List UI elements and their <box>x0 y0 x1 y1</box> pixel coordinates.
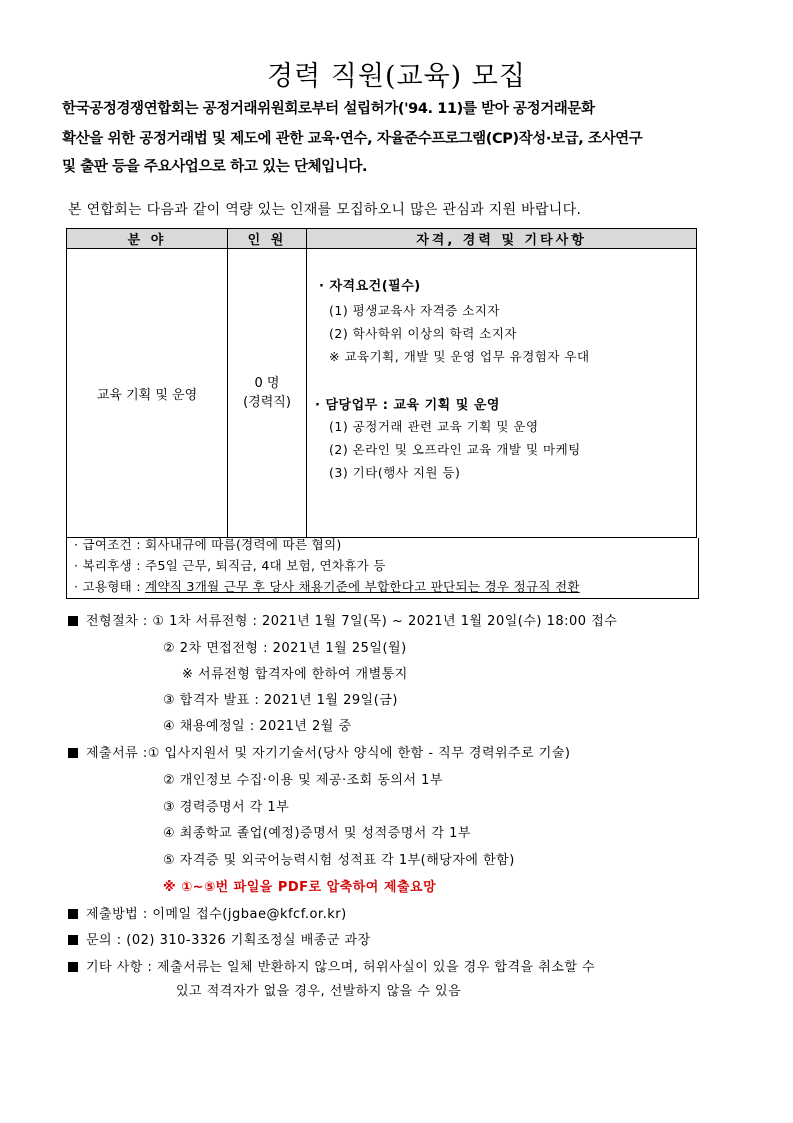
etc-section <box>68 956 595 975</box>
salary-condition: · 급여조건 : 회사내규에 따름(경력에 따른 협의) <box>74 537 342 552</box>
page-title: 경력 직원(교육) 모집 <box>267 61 526 92</box>
process-step: ① 1차 서류전형 : 2021년 1월 7일(목) ~ 2021년 1월 20일(수) 18:00 접수 <box>152 614 618 629</box>
header-count: 인 원 <box>228 229 307 249</box>
document-item: ① 입사지원서 및 자기기술서(당사 양식에 한함 - 직무 경력위주로 기술) <box>147 746 571 761</box>
headcount: 0 명 <box>254 376 280 391</box>
square-bullet-icon <box>68 748 78 758</box>
documents-label: 제출서류 : <box>86 746 148 761</box>
qual-item: (1) 평생교육사 자격증 소지자 <box>329 303 500 318</box>
document-item: ④ 최종학교 졸업(예정)증명서 및 성적증명서 각 1부 <box>163 826 471 841</box>
intro-line-1: 한국공정경쟁연합회는 공정거래위원회로부터 설립허가('94. 11)를 받아 공정거래문화 <box>62 101 595 117</box>
qual-note: ※ 교육기획, 개발 및 운영 업무 유경험자 우대 <box>329 349 590 364</box>
duty-item: (3) 기타(행사 지원 등) <box>329 465 461 480</box>
count-cell <box>228 249 307 538</box>
qualifications-cell <box>307 249 697 538</box>
contact-info: 문의 : (02) 310-3326 기획조정실 배종군 과장 <box>86 933 371 948</box>
qual-title: · 자격요건(필수) <box>319 279 421 294</box>
welfare-condition: · 복리후생 : 주5일 근무, 퇴직금, 4대 보험, 연차휴가 등 <box>74 558 386 573</box>
process-section <box>68 610 617 629</box>
notice-text: 본 연합회는 다음과 같이 역량 있는 인재를 모집하오니 많은 관심과 지원 바랍니다. <box>68 202 582 218</box>
headcount-type: (경력직) <box>243 395 291 410</box>
documents-pdf-note: ※ ①~⑤번 파일을 PDF로 압축하여 제출요망 <box>163 880 437 895</box>
process-step: ③ 합격자 발표 : 2021년 1월 29일(금) <box>163 693 398 708</box>
square-bullet-icon <box>68 935 78 945</box>
field-name: 교육 기획 및 운영 <box>96 387 198 403</box>
etc-line-2: 있고 적격자가 없을 경우, 선발하지 않을 수 있음 <box>176 984 462 999</box>
submission-method: 제출방법 : 이메일 접수(jgbae@kfcf.or.kr) <box>86 907 347 922</box>
duty-item: (2) 온라인 및 오프라인 교육 개발 및 마케팅 <box>329 442 581 457</box>
employment-label: · 고용형태 : <box>74 579 146 594</box>
header-qualifications: 자격, 경력 및 기타사항 <box>307 229 697 249</box>
square-bullet-icon <box>68 616 78 626</box>
document-item: ③ 경력증명서 각 1부 <box>163 800 290 815</box>
field-cell <box>67 249 228 538</box>
duty-title: · 담당업무 : 교육 기획 및 운영 <box>315 398 500 413</box>
documents-section <box>68 742 571 761</box>
intro-line-3: 및 출판 등을 주요사업으로 하고 있는 단체입니다. <box>62 159 368 175</box>
square-bullet-icon <box>68 962 78 972</box>
process-step: ④ 채용예정일 : 2021년 2월 중 <box>163 719 352 734</box>
etc-line-1: 제출서류는 일체 반환하지 않으며, 허위사실이 있을 경우 합격을 취소할 수 <box>157 960 596 975</box>
duty-item: (1) 공정거래 관련 교육 기획 및 운영 <box>329 419 539 434</box>
employment-condition <box>74 577 580 595</box>
conditions-box <box>66 538 699 599</box>
document-item: ⑤ 자격증 및 외국어능력시험 성적표 각 1부(해당자에 한함) <box>163 853 515 868</box>
process-note: ※ 서류전형 합격자에 한하여 개별통지 <box>182 667 408 682</box>
process-label: 전형절차 : <box>86 614 153 629</box>
header-field: 분 야 <box>67 229 228 249</box>
qual-item: (2) 학사학위 이상의 학력 소지자 <box>329 326 518 341</box>
contact-section <box>68 929 371 948</box>
recruitment-table <box>66 228 697 538</box>
document-item: ② 개인정보 수집·이용 및 제공·조회 동의서 1부 <box>163 773 443 788</box>
process-step: ② 2차 면접전형 : 2021년 1월 25일(월) <box>163 641 407 656</box>
method-section <box>68 903 347 922</box>
square-bullet-icon <box>68 909 78 919</box>
intro-line-2: 확산을 위한 공정거래법 및 제도에 관한 교육·연수, 자율준수프로그램(CP)작성·보급, 조사연구 <box>62 131 643 147</box>
etc-label: 기타 사항 : <box>86 960 158 975</box>
employment-text: 계약직 3개월 근무 후 당사 채용기준에 부합한다고 판단되는 경우 정규직 전환 <box>145 579 580 594</box>
